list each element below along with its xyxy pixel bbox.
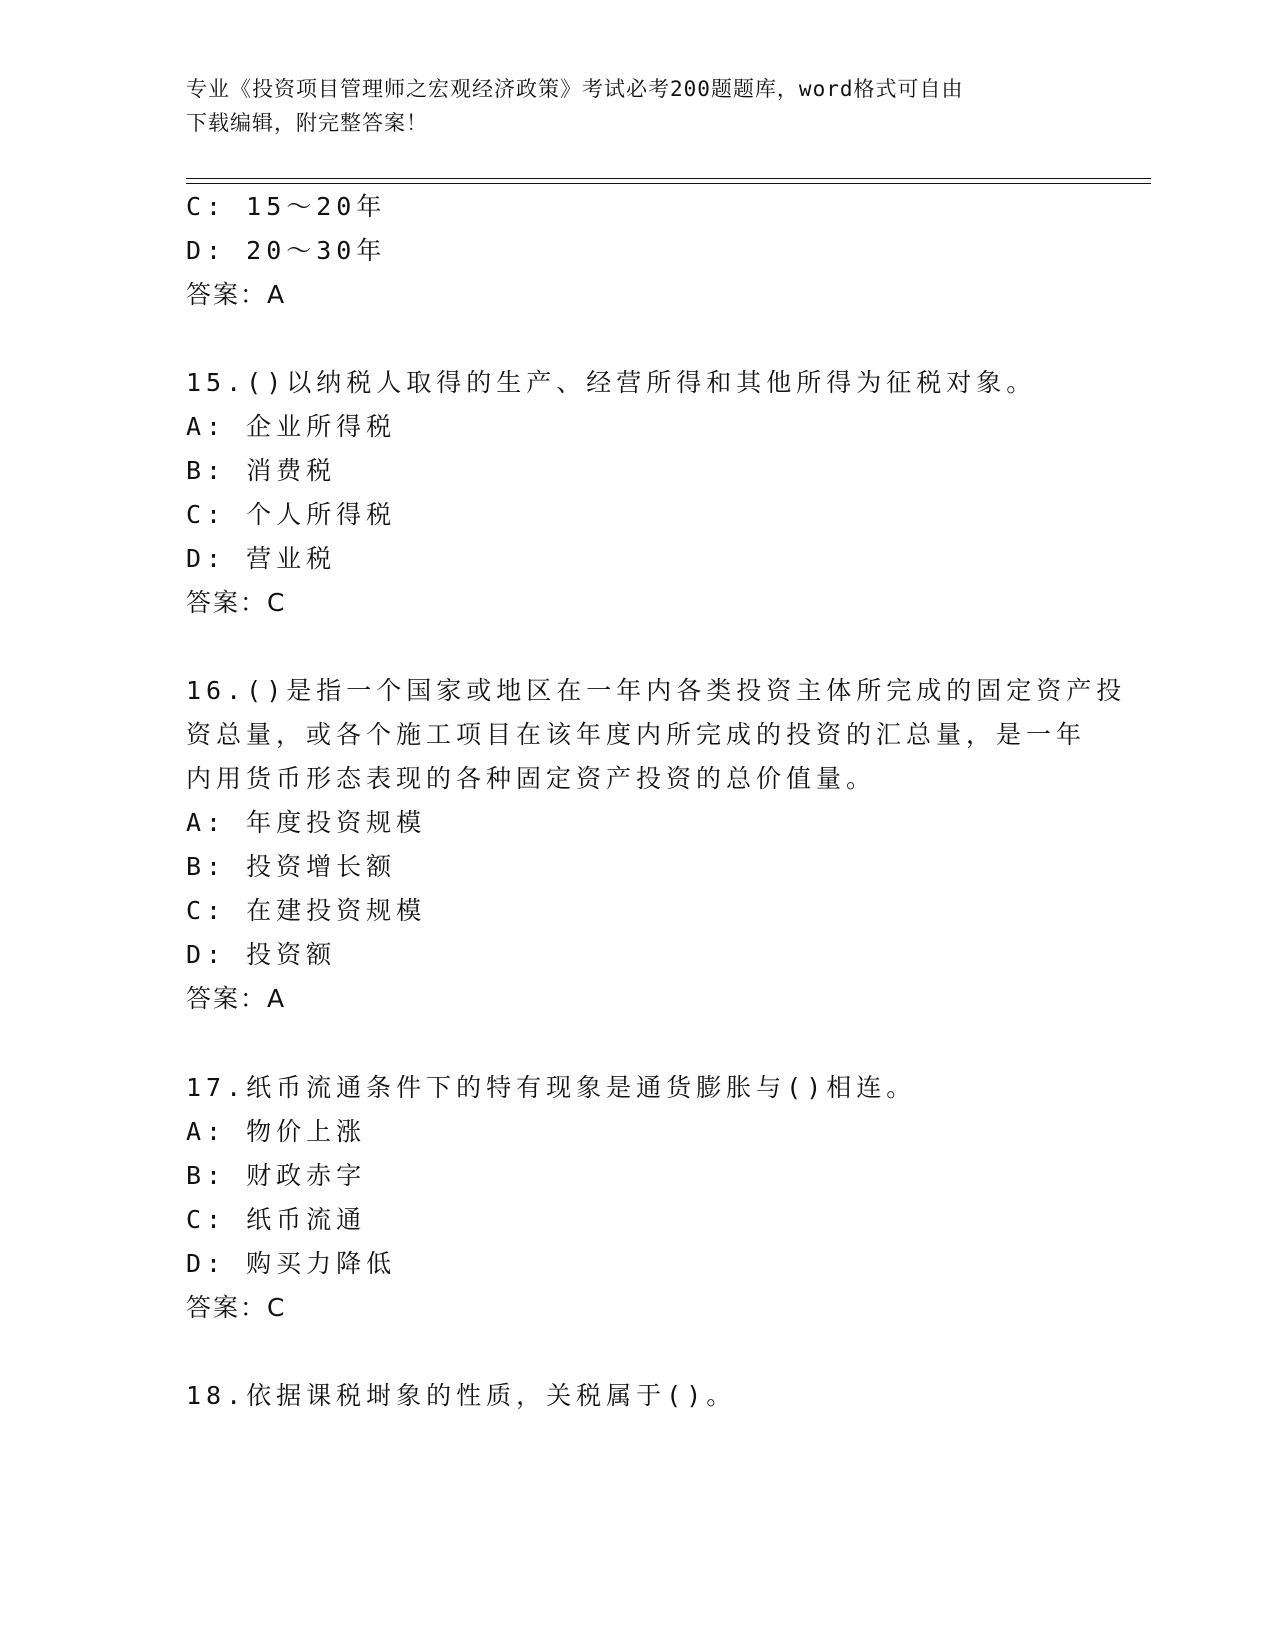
- q18-question: 18.依据课税埘象的性质，关税属于()。: [186, 1381, 737, 1410]
- q16-question-line-1: 16.()是指一个国家或地区在一年内各类投资主体所完成的固定资产投: [186, 676, 1127, 705]
- q17-option-b: B: 财政赤字: [186, 1161, 367, 1190]
- q16-option-b: B: 投资增长额: [186, 852, 397, 881]
- q16-question-line-2: 资总量，或各个施工项目在该年度内所完成的投资的汇总量，是一年: [186, 720, 1087, 749]
- q17-option-c: C: 纸币流通: [186, 1205, 367, 1234]
- q15-option-d: D: 营业税: [186, 544, 337, 573]
- q17-option-a: A: 物价上涨: [186, 1117, 367, 1146]
- q15-answer: 答案：C: [186, 588, 287, 617]
- q14-answer: 答案：A: [186, 280, 287, 309]
- q15-option-b: B: 消费税: [186, 456, 337, 485]
- q16-option-d: D: 投资额: [186, 940, 337, 969]
- q15-question: 15.()以纳税人取得的生产、经营所得和其他所得为征税对象。: [186, 368, 1037, 397]
- q15-option-c: C: 个人所得税: [186, 500, 397, 529]
- header-rule-top: [186, 178, 1151, 179]
- header-rule-bottom: [186, 183, 1151, 184]
- q17-question: 17.纸币流通条件下的特有现象是通货膨胀与()相连。: [186, 1073, 917, 1102]
- header-line-1: 专业《投资项目管理师之宏观经济政策》考试必考200题题库，word格式可自由: [186, 77, 964, 101]
- q16-answer: 答案：A: [186, 984, 287, 1013]
- q16-option-c: C: 在建投资规模: [186, 896, 427, 925]
- q17-answer: 答案：C: [186, 1293, 287, 1322]
- q16-question-line-3: 内用货币形态表现的各种固定资产投资的总价值量。: [186, 764, 877, 793]
- q17-option-d: D: 购买力降低: [186, 1249, 397, 1278]
- q14-option-d: D: 20～30年: [186, 236, 387, 265]
- q15-option-a: A: 企业所得税: [186, 412, 397, 441]
- header-line-2: 下载编辑，附完整答案！: [186, 111, 428, 135]
- document-header: [186, 72, 1066, 140]
- q14-option-c: C: 15～20年: [186, 192, 387, 221]
- q16-option-a: A: 年度投资规模: [186, 808, 427, 837]
